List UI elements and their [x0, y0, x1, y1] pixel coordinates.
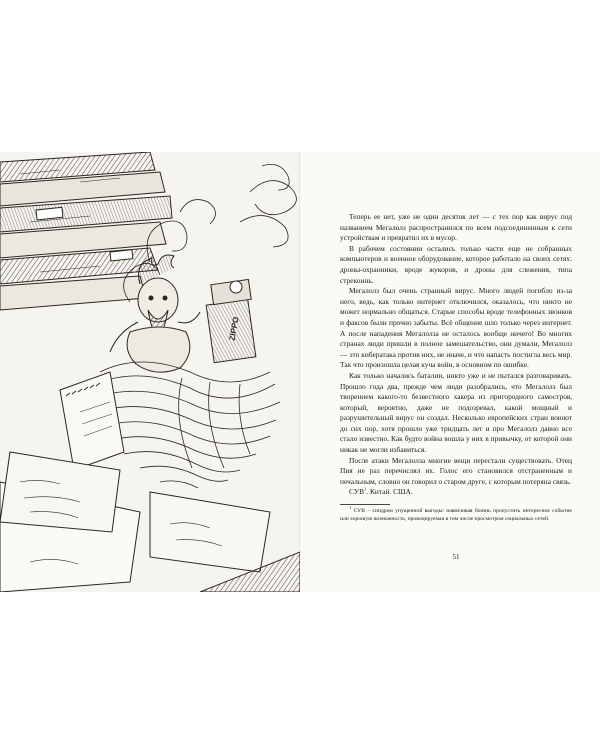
genie-illustration [0, 152, 300, 592]
paragraph-6 [340, 487, 572, 498]
paragraph-6-start: СУВ [349, 487, 364, 497]
footnote-text: СУВ – синдром упущенной выгоды: навязчивая боязнь пропустить интересное событие или хорошую возможность, провоцируемая в том числе просмотром социальных сетей. [340, 508, 572, 522]
footnote-marker: 1 [349, 505, 352, 511]
paragraph-2: В рабочем состоянии остались только части еще не собранных компьютеров и военное оборудование, которое работало на своих сетях: дроны-охранники, вроде жукоров, и дроны для слежения, типа стрекоинь. [340, 243, 572, 285]
book-spread [0, 152, 600, 592]
footnote-divider [340, 504, 390, 505]
footnote-ref: 1 [364, 486, 367, 492]
right-page-text [340, 212, 572, 523]
lighter-label: ZIPPO [227, 316, 241, 342]
paragraph-5: После атаки Мегалолза многие вещи перестали существовать. Отец Пия не раз перечислял их. Голос его становился отстраненным и печальным, словно он говорил о старом друге, с которым потеряна связь. [340, 455, 572, 486]
footnote [340, 505, 572, 523]
paragraph-1: Теперь ее нет, уже не один десяток лет — с тех пор как вирус под названием Мегалолз распространился по всем подсоединенным к сети устройствам и превратил их в мусор. [340, 212, 572, 243]
lighter [206, 279, 256, 362]
illustration-left-page [0, 152, 300, 592]
paragraph-3: Мегалолз был очень странный вирус. Много людей погибло из-за него, ведь, как только интернет отключился, оказалось, что никто не может нормально общаться. Старые способы вроде телефонных звонков и факсов были прочно забыты. Всё общение шло только через интернет. А после нападения Мегалолза не осталось вообще ничего! Во многих странах люди пришли в полное замешательство, они думали, Мегалолз — это кибератака против них, не иначе, и что напасть постигла весь мир. Так что произошла целая куча войн, в основном по ошибке. [340, 286, 572, 370]
paragraph-6-end: . Китай. США. [366, 487, 413, 497]
body-text [340, 212, 572, 498]
page-number: 51 [452, 553, 460, 561]
book-gutter [299, 152, 301, 592]
paragraph-4: Как только начались баталии, никто уже и не пытался разговаривать. Прошло года два, прежде чем люди разобрались, что Мегалолз был творением какого-то безвестного хакера из пригородного самостроя, который, вероятно, даже не подозревал, какой мощный и разрушительный вирус он создал. Несколько европейских стран воюют до сих пор, хотя прошло уже тридцать лет и про Мегалолз давно все стало известно. Как будто война вошла у них в привычку, от которой они никак не могли избавиться. [340, 370, 572, 455]
